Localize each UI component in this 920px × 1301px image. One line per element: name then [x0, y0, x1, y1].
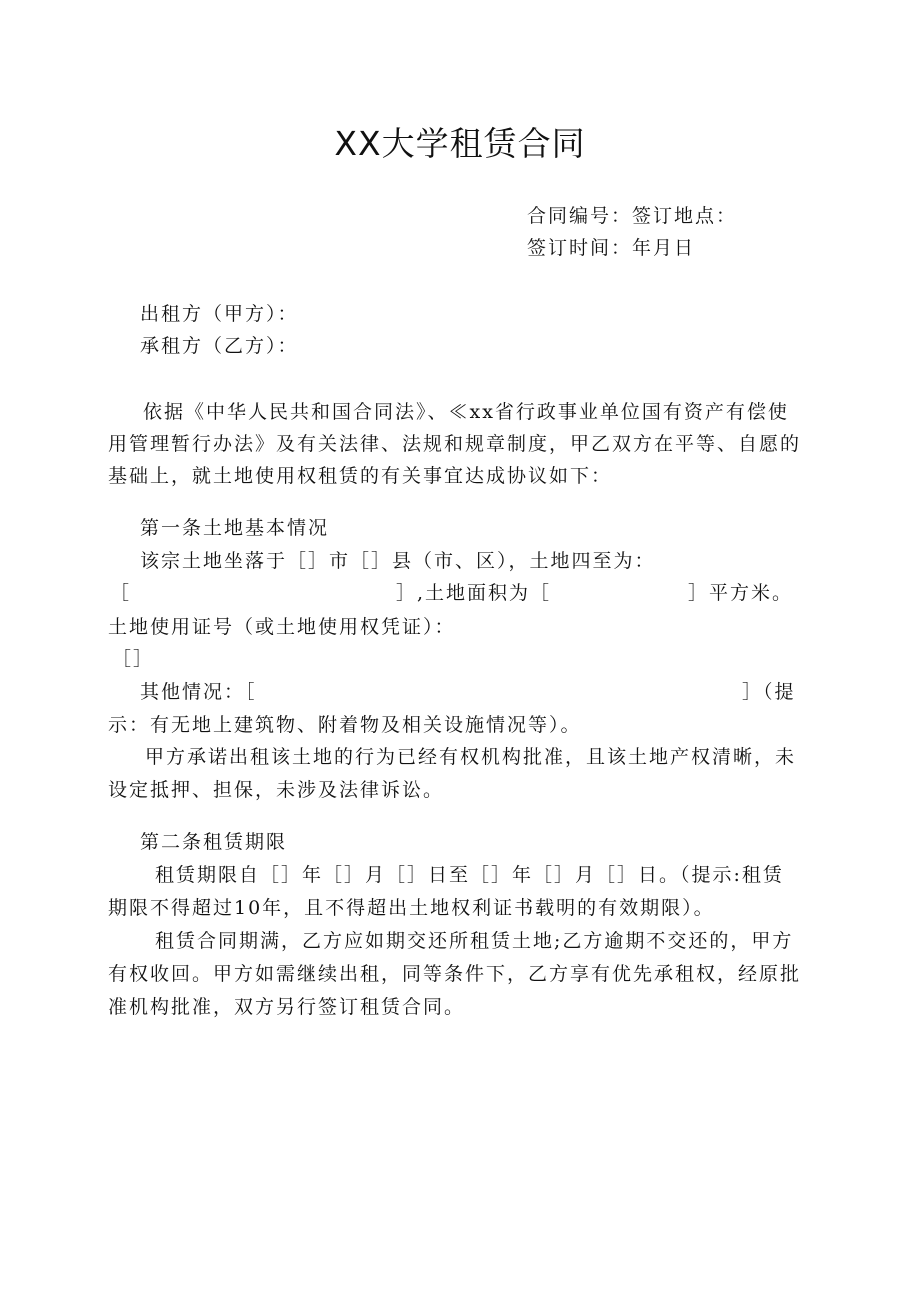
lessee-label: 承租方（乙方）： [140, 335, 299, 357]
lessor-label: 出租方（甲方）： [140, 303, 299, 325]
article-2-heading: 第二条租赁期限 [140, 831, 288, 853]
page-title: XX大学租赁合同 [334, 124, 586, 163]
contract-number-and-place: 合同编号：签订地点： [527, 205, 738, 227]
preamble-line-1: 依据《中华人民共和国合同法》、≪xx省行政事业单位国有资产有偿使 [143, 401, 789, 423]
lease-expiry-line-3: 准机构批准，双方另行签订租赁合同。 [108, 996, 466, 1018]
land-bounds-close: ］,土地面积为［ [396, 582, 552, 604]
land-cert-label: 土地使用证号（或土地使用权凭证）： [108, 616, 456, 638]
land-bounds-open: ［ [110, 582, 132, 604]
land-area-close: ］平方米。 [688, 582, 794, 604]
signing-date: 签订时间：年月日 [527, 237, 696, 259]
lease-expiry-line-2: 有权收回。甲方如需继续出租，同等条件下，乙方享有优先承租权，经原批 [108, 963, 802, 985]
other-info-hint: 示：有无地上建筑物、附着物及相关设施情况等）。 [108, 714, 582, 736]
preamble-line-3: 基础上，就土地使用权租赁的有关事宜达成协议如下： [108, 465, 613, 487]
lessor-promise-line-2: 设定抵押、担保，未涉及法律诉讼。 [108, 779, 445, 801]
lease-term-line-1: 租赁期限自［］年［］月［］日至［］年［］月［］日。（提示:租赁 [155, 864, 784, 886]
lease-expiry-line-1: 租赁合同期满，乙方应如期交还所租赁土地;乙方逾期不交还的，甲方 [155, 930, 794, 952]
lease-term-line-2: 期限不得超过10年，且不得超出土地权利证书载明的有效期限）。 [108, 897, 715, 919]
lessor-promise-line-1: 甲方承诺出租该土地的行为已经有权机构批准，且该土地产权清晰，未 [145, 746, 797, 768]
article-1-heading: 第一条土地基本情况 [140, 517, 330, 539]
other-info-label: 其他情况：［ [140, 681, 257, 703]
other-info-close: ］（提 [742, 681, 796, 703]
land-location: 该宗土地坐落于［］市［］县（市、区），土地四至为： [140, 550, 656, 572]
land-cert-value: ［］ [112, 648, 155, 670]
preamble-line-2: 用管理暂行办法》及有关法律、法规和规章制度，甲乙双方在平等、自愿的 [108, 433, 802, 455]
